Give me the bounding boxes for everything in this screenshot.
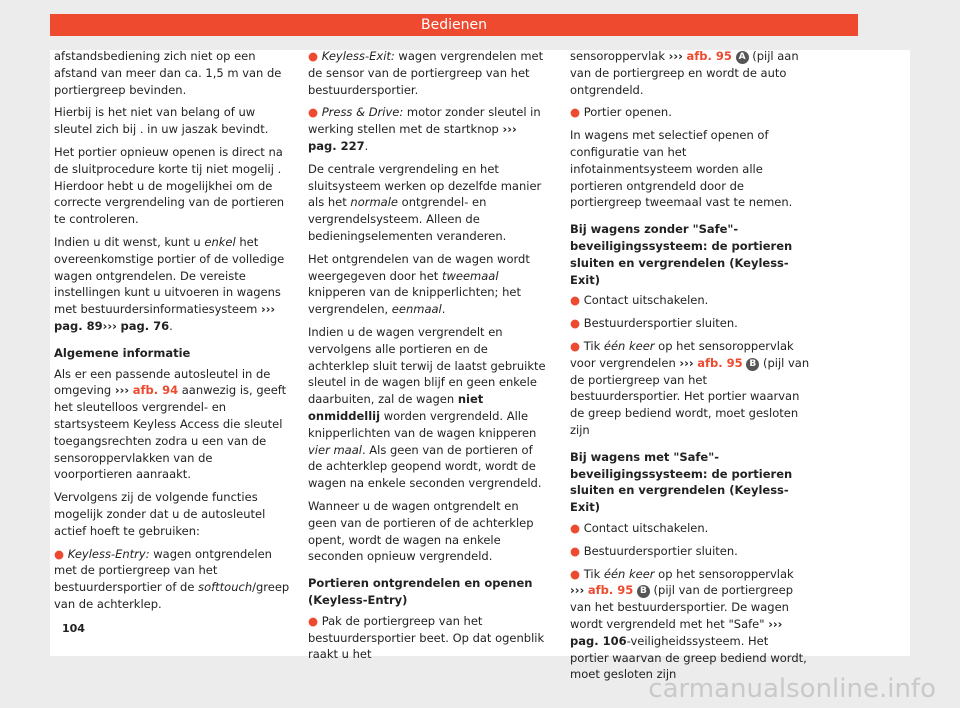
text: het overeenkomstige portier of de volledige wagen ontgrendelen. De vereiste instellingen kunt u uitvoeren in wagens met bestuurdersinformatiesysteem [54, 234, 285, 317]
bullet-icon: ● [570, 293, 581, 308]
bullet-icon: ● [308, 613, 319, 628]
bullet-icon: ● [308, 105, 319, 120]
text: Tik [583, 566, 604, 581]
text: Portier openen. [583, 105, 672, 120]
callout-badge: B [746, 358, 759, 371]
cross-reference-arrow: ››› [768, 616, 783, 631]
text: -veiligheidssysteem. Het portier waarvan de greep bediend wordt, moet gesloten zijn [570, 633, 807, 682]
emphasis: één keer [603, 566, 655, 581]
section-title: Bedienen [421, 17, 487, 33]
emphasis: één keer [603, 338, 655, 353]
paragraph [308, 324, 548, 492]
figure-reference-link[interactable]: afb. 95 [587, 583, 634, 598]
text: Bestuurdersportier sluiten. [583, 543, 738, 558]
emphasis: tweemaal [441, 268, 499, 283]
bullet-icon: ● [570, 543, 581, 558]
paragraph [54, 234, 294, 335]
emphasis: vier maal [308, 442, 362, 457]
text: /greep van de achterklep. [54, 580, 290, 611]
text: aanwezig is, geeft het sleutelloos vergrendel- en startsysteem Keyless Access die sleutel toegangsrechten zodra u een van de sensoroppervlakken van de voorportieren aanraakt. [54, 383, 287, 482]
subheading: Bij wagens met "Safe"-beveiligingssysteem: de portieren sluiten en vergrendelen (Keyless-Exit) [570, 449, 793, 515]
subheading: Bij wagens zonder "Safe"-beveiligingssysteem: de portieren sluiten en vergrendelen (Keyless-Exit) [570, 222, 793, 287]
paragraph [54, 366, 294, 484]
bullet-item [570, 520, 810, 537]
paragraph: In wagens met selectief openen of configuratie van het infotainmentsysteem worden alle portieren ontgrendeld door de portiergreep tweemaal vast te nemen. [570, 128, 793, 210]
cross-reference-arrow: ››› [679, 355, 694, 370]
bullet-icon: ● [570, 520, 581, 535]
column-3 [570, 48, 810, 689]
cross-reference-arrow: ››› [114, 383, 130, 398]
paragraph [308, 251, 548, 318]
emphasis: normale [350, 195, 398, 210]
emphasis: Keyless-Entry: [67, 546, 150, 561]
text: . [364, 138, 369, 153]
page-reference-link[interactable]: pag. 106 [570, 633, 627, 648]
text: wagen ontgrendelen met de portiergreep van het bestuurdersportier of de [54, 546, 272, 595]
subheading: Algemene informatie [54, 345, 191, 360]
text: Contact uitschakelen. [583, 520, 709, 535]
callout-badge: A [736, 51, 749, 64]
emphasis: enkel [204, 234, 236, 249]
text: op het sensoroppervlak [654, 566, 794, 581]
bullet-item [570, 315, 810, 332]
bullet-icon: ● [54, 546, 65, 561]
paragraph [308, 161, 548, 245]
figure-reference-link[interactable]: afb. 94 [132, 383, 179, 398]
text: Het ontgrendelen van de wagen wordt weergegeven door het [308, 251, 530, 283]
text: Contact uitschakelen. [583, 293, 709, 308]
figure-reference-link[interactable]: afb. 95 [697, 355, 743, 370]
paragraph: afstandsbediening zich niet op een afstand van meer dan ca. 1,5 m van de portiergreep bevinden. [54, 49, 282, 97]
paragraph: Vervolgens zij de volgende functies mogelijk zonder dat u de autosleutel actief hoeft te gebruiken: [54, 490, 266, 538]
column-1 [54, 48, 294, 619]
bullet-item [308, 104, 548, 154]
text: sensoroppervlak [570, 49, 669, 63]
text: Indien u dit wenst, kunt u [54, 234, 205, 249]
paragraph [570, 48, 810, 98]
text: motor zonder sleutel in werking stellen met de startknop [308, 105, 541, 137]
text: Indien u de wagen vergrendelt en vervolgens alle portieren en de achterklep sluit terwij de laatst gebruikte sleutel in de wagen blijf en geen enkele daarbuiten, zal de wagen [308, 324, 546, 407]
bullet-item [570, 566, 810, 684]
text: op het sensoroppervlak voor vergrendelen [570, 338, 794, 370]
text: (pijl van de portiergreep van het bestuurdersportier. De wagen wordt vergrendeld met het "Safe" [570, 583, 794, 631]
bullet-item [570, 104, 810, 121]
callout-badge: B [637, 585, 650, 598]
page-reference-link[interactable]: pag. 227 [308, 138, 365, 153]
bullet-item [54, 546, 294, 613]
paragraph: Hierbij is het niet van belang of uw sleutel zich bij . in uw jaszak bevindt. [54, 105, 269, 137]
cross-reference-arrow: ››› [668, 49, 683, 63]
bullet-icon: ● [570, 566, 581, 581]
emphasis: Press & Drive: [321, 105, 404, 120]
subheading: Portieren ontgrendelen en openen (Keyless-Entry) [308, 576, 533, 607]
figure-reference-link[interactable]: afb. 95 [686, 49, 732, 63]
text: Pak de portiergreep van het bestuurdersportier beet. Op dat ogenblik raakt u het [308, 613, 545, 662]
text: (pijl van de portiergreep van het bestuurdersportier. Het portier waarvan de greep bediend wordt, moet gesloten zijn [570, 355, 810, 437]
text: Als er een passende autosleutel in de omgeving [54, 366, 271, 398]
text: . Als geen van de portieren of de achterklep geopend wordt, wordt de wagen na enkele seconden vergrendeld. [308, 442, 542, 491]
text: (pijl aan van de portiergreep en wordt de auto ontgrendeld. [570, 49, 799, 97]
text: De centrale vergrendeling en het sluitsysteem werken op dezelfde manier als het [308, 161, 542, 210]
text: knipperen van de knipperlichten; het vergrendelen, [308, 285, 521, 317]
bullet-icon: ● [570, 105, 581, 120]
section-header [50, 14, 858, 36]
text: Tik [583, 338, 604, 353]
bullet-item [570, 338, 810, 439]
page-number: 104 [62, 622, 85, 635]
watermark: carmanualsonline.info [648, 674, 936, 704]
cross-reference-arrow: ››› [570, 583, 585, 598]
emphasis: eenmaal [391, 302, 442, 317]
page-reference-link[interactable]: pag. 89 [54, 318, 103, 333]
text: . [441, 302, 446, 317]
emphasis: softtouch [198, 580, 253, 595]
page-reference-link[interactable]: pag. 76 [120, 318, 170, 333]
paragraph: Wanneer u de wagen ontgrendelt en geen van de portieren of de achterklep opent, wordt de wagen na enkele seconden opnieuw vergrendeld. [308, 498, 534, 564]
bullet-icon: ● [570, 338, 581, 353]
cross-reference-arrow: ››› [260, 302, 276, 317]
strong-text: niet onmiddellij [308, 392, 484, 423]
paragraph: Het portier opnieuw openen is direct na de sluitprocedure korte tij niet mogelij . Hierdoor hebt u de mogelijkhei om de correcte vergrendeling van de portieren te controleren. [54, 144, 285, 227]
text: worden vergrendeld. Alle knipperlichten van de wagen knipperen [308, 408, 537, 440]
column-2 [308, 48, 548, 669]
text: . [169, 318, 173, 333]
text: wagen vergrendelen met de sensor van de portiergreep van het bestuurdersportier. [308, 49, 544, 97]
bullet-item [308, 48, 548, 98]
bullet-item [570, 543, 810, 560]
bullet-item [570, 292, 810, 309]
cross-reference-arrow: ››› [102, 318, 117, 333]
emphasis: Keyless-Exit: [321, 49, 395, 63]
bullet-icon: ● [308, 49, 319, 63]
bullet-item [308, 613, 548, 663]
cross-reference-arrow: ››› [502, 122, 517, 137]
text: ontgrendel- en vergrendelsysteem. Alleen de bedieningselementen veranderen. [308, 195, 507, 243]
bullet-icon: ● [570, 316, 581, 331]
text: Bestuurdersportier sluiten. [583, 316, 738, 331]
